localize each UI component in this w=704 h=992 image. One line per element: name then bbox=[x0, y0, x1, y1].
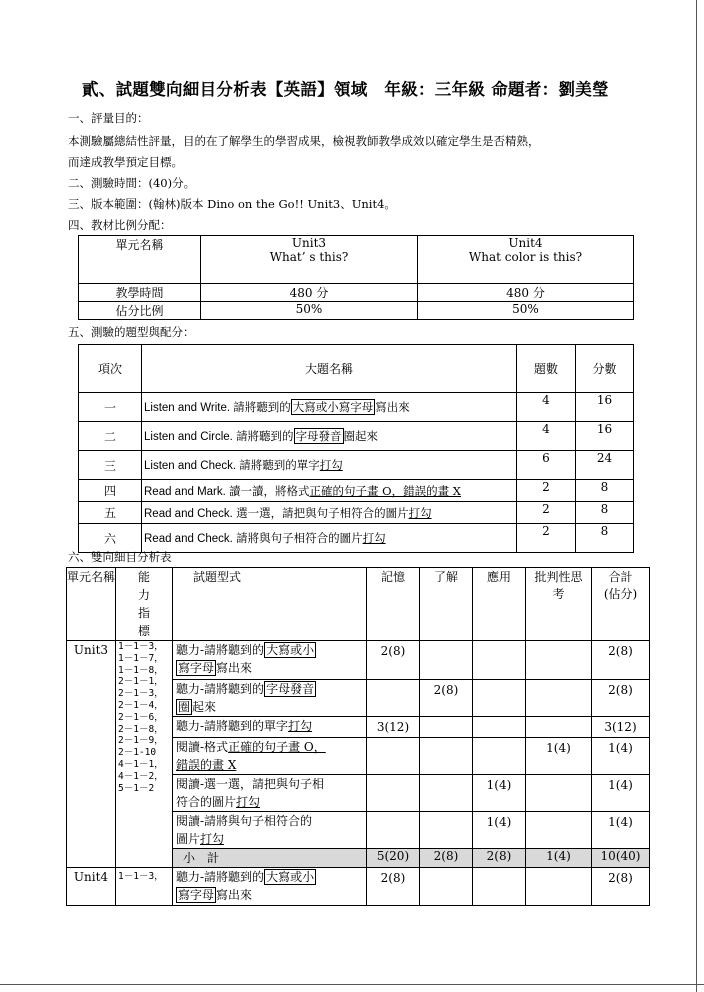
teaching-time-unit4: 480 分 bbox=[418, 284, 634, 302]
memory-value: 2(8) bbox=[367, 868, 420, 906]
question-count-header: 題數 bbox=[517, 345, 576, 393]
section-name-en: Listen and Write. bbox=[144, 402, 231, 414]
critical-value bbox=[526, 812, 592, 849]
understand-value bbox=[420, 641, 473, 680]
analysis-row bbox=[67, 641, 650, 680]
apply-value: 1(4) bbox=[473, 775, 526, 812]
memory-value: 2(8) bbox=[367, 641, 420, 680]
question-type-cell: 聽力-請將聽到的 大寫或小 寫字母 寫出來 bbox=[173, 641, 367, 680]
section-4-heading: 四、教材比例分配： bbox=[68, 218, 172, 232]
section-name bbox=[142, 502, 517, 524]
question-score: 16 bbox=[576, 422, 634, 451]
memory-col-header: 記憶 bbox=[367, 568, 420, 641]
total-value: 1(4) bbox=[592, 738, 650, 775]
memory-value bbox=[367, 680, 420, 717]
section-5-heading: 五、測驗的題型與配分： bbox=[68, 325, 195, 339]
unit4-label: Unit4 bbox=[508, 236, 543, 250]
understand-value bbox=[420, 868, 473, 906]
question-type-row bbox=[79, 480, 634, 502]
section-6-heading: 六、雙向細目分析表 bbox=[68, 550, 172, 564]
question-score: 8 bbox=[576, 480, 634, 502]
section-name-tail: 寫出來 bbox=[375, 400, 410, 414]
section-name-text: 請將與句子相符合的圖片 bbox=[236, 531, 363, 545]
teaching-time-unit3: 480 分 bbox=[201, 284, 418, 302]
score-ratio-unit3: 50% bbox=[201, 302, 418, 320]
ability-indicator: 5－1－2 bbox=[118, 782, 155, 794]
apply-value bbox=[473, 680, 526, 717]
subtotal-critical: 1(4) bbox=[526, 849, 592, 868]
ability-indicator: 4－1－2， bbox=[118, 770, 164, 782]
subtotal-apply: 2(8) bbox=[473, 849, 526, 868]
section-1-text-line-1: 本測驗屬總結性評量，目的在了解學生的學習成果，檢視教師教學成效以確定學生是否精熟， bbox=[68, 134, 540, 148]
question-type-cell: 閱讀-格式正確的句子畫 O， 錯誤的畫 X bbox=[173, 738, 367, 775]
question-count: 4 bbox=[517, 422, 576, 451]
section-name-en: Listen and Check. bbox=[144, 460, 237, 472]
section-name-highlight: 大寫或小寫字母 bbox=[292, 400, 374, 414]
question-type-cell: 聽力-請將聽到的單字打勾 bbox=[173, 717, 367, 738]
unit3-label: Unit3 bbox=[291, 236, 327, 250]
item-no-header: 項次 bbox=[79, 345, 142, 393]
item-no: 二 bbox=[79, 422, 142, 451]
question-type-cell: 閱讀-選一選，請把與句子相 符合的圖片打勾 bbox=[173, 775, 367, 812]
section-name-text: 選一選，請把與句子相符合的圖片 bbox=[236, 505, 409, 520]
question-count: 2 bbox=[517, 502, 576, 524]
total-value: 2(8) bbox=[592, 680, 650, 717]
material-ratio-table bbox=[78, 235, 634, 320]
memory-value bbox=[367, 738, 420, 775]
understand-value bbox=[420, 775, 473, 812]
item-no: 四 bbox=[79, 480, 142, 502]
unit3-header bbox=[201, 236, 418, 284]
understand-value bbox=[420, 812, 473, 849]
section-name bbox=[142, 451, 517, 480]
subtotal-total: 10(40) bbox=[592, 849, 650, 868]
unit4-row bbox=[67, 868, 650, 906]
subtotal-memory: 5(20) bbox=[367, 849, 420, 868]
apply-value bbox=[473, 641, 526, 680]
understand-value bbox=[420, 738, 473, 775]
section-name-en: Read and Mark. bbox=[144, 485, 226, 498]
two-way-analysis-table bbox=[66, 567, 650, 906]
question-type-row bbox=[79, 451, 634, 480]
ability-indicator: 2－1－1， bbox=[118, 676, 164, 688]
question-type-cell: 聽力-請將聽到的 大寫或小 寫字母 寫出來 bbox=[173, 868, 367, 906]
critical-value bbox=[526, 775, 592, 812]
section-3-version-range: 三、版本範圍：(翰林)版本 Dino on the Go!! Unit3、Unit4。 bbox=[68, 197, 396, 211]
question-score: 8 bbox=[576, 502, 634, 524]
question-type-row bbox=[79, 422, 634, 451]
total-value: 1(4) bbox=[592, 812, 650, 849]
unit4-header bbox=[418, 236, 634, 284]
score-ratio-unit4: 50% bbox=[418, 302, 634, 320]
section-name-highlight: 正確的句子畫 O，錯誤的畫 X bbox=[309, 483, 461, 498]
question-count: 2 bbox=[517, 480, 576, 502]
ability-indicator: 1－1－7， bbox=[118, 652, 164, 664]
total-value: 3(12) bbox=[592, 717, 650, 738]
section-name-en: Read and Check. bbox=[144, 507, 233, 520]
section-name-text: 讀一讀，將格式 bbox=[229, 483, 310, 498]
apply-value bbox=[473, 868, 526, 906]
unit4-cell: Unit4 bbox=[67, 868, 116, 906]
unit3-question: What’ s this? bbox=[269, 250, 349, 264]
section-name-en: Read and Check. bbox=[144, 533, 233, 545]
unit3-cell: Unit3 bbox=[67, 641, 116, 868]
question-type-row bbox=[79, 502, 634, 524]
ability-col-header: 能力指標 bbox=[116, 568, 173, 641]
question-score: 16 bbox=[576, 393, 634, 422]
total-value: 2(8) bbox=[592, 868, 650, 906]
apply-value bbox=[473, 717, 526, 738]
unit-name-col-header: 單元名稱 bbox=[67, 568, 116, 641]
score-ratio-label: 佔分比例 bbox=[79, 302, 201, 320]
understand-value: 2(8) bbox=[420, 680, 473, 717]
critical-value bbox=[526, 680, 592, 717]
question-type-col-header: 試題型式 bbox=[173, 568, 367, 641]
question-count: 2 bbox=[517, 524, 576, 553]
teaching-time-label: 教學時間 bbox=[79, 284, 201, 302]
critical-value bbox=[526, 641, 592, 680]
question-count: 6 bbox=[517, 451, 576, 480]
ability-indicator: 2－1－8， bbox=[118, 723, 164, 735]
total-value: 1(4) bbox=[592, 775, 650, 812]
ability-indicator: 2－1－6， bbox=[118, 711, 164, 723]
section-name-highlight: 打勾 bbox=[362, 531, 386, 545]
question-score: 24 bbox=[576, 451, 634, 480]
section-name-tail: 圈起來 bbox=[343, 429, 379, 443]
ability-indicator: 2－1－4， bbox=[118, 699, 164, 711]
ability-indicator: 4－1－1， bbox=[118, 758, 164, 770]
unit4-question: What color is this? bbox=[468, 250, 583, 264]
understand-value bbox=[420, 717, 473, 738]
section-name bbox=[142, 524, 517, 553]
memory-value bbox=[367, 812, 420, 849]
ability-indicator: 1－1－8， bbox=[118, 664, 164, 676]
critical-value bbox=[526, 717, 592, 738]
ability-indicator: 2－1－3， bbox=[118, 688, 164, 700]
section-name-text: 請將聽到的 bbox=[233, 400, 291, 414]
item-no: 一 bbox=[79, 393, 142, 422]
unit-name-header: 單元名稱 bbox=[79, 236, 201, 284]
item-no: 六 bbox=[79, 524, 142, 553]
section-name-text: 請將聽到的 bbox=[236, 429, 294, 443]
question-count: 4 bbox=[517, 393, 576, 422]
ability-indicator: 2－1－9， bbox=[118, 735, 164, 747]
score-header: 分數 bbox=[576, 345, 634, 393]
apply-col-header: 應用 bbox=[473, 568, 526, 641]
section-name-highlight: 字母發音 bbox=[295, 429, 342, 443]
section-name-highlight: 打勾 bbox=[408, 505, 432, 520]
section-2-test-time: 二、測驗時間：(40)分。 bbox=[68, 176, 196, 190]
question-type-cell: 閱讀-請將與句子相符合的 圖片打勾 bbox=[173, 812, 367, 849]
ability-indicator: 1－1－3， bbox=[118, 641, 164, 652]
ability-indicator: 2－1-10 bbox=[118, 747, 157, 759]
section-name bbox=[142, 480, 517, 502]
understand-col-header: 了解 bbox=[420, 568, 473, 641]
item-no: 三 bbox=[79, 451, 142, 480]
section-1-heading: 一、評量目的： bbox=[68, 111, 149, 125]
section-name bbox=[142, 422, 517, 451]
subtotal-label: 小 計 bbox=[173, 849, 367, 868]
memory-value: 3(12) bbox=[367, 717, 420, 738]
page-border-bottom bbox=[0, 984, 704, 985]
section-1-text-line-2: 而達成教學預定目標。 bbox=[68, 155, 183, 169]
page-title: 貳、試題雙向細目分析表【英語】領域 年級：三年級 命題者：劉美瑩 bbox=[82, 80, 609, 99]
section-name-text: 請將聽到的單字 bbox=[239, 458, 320, 472]
question-type-cell: 聽力-請將聽到的 字母發音 圈 起來 bbox=[173, 680, 367, 717]
section-name-highlight: 打勾 bbox=[319, 458, 343, 472]
question-score: 8 bbox=[576, 524, 634, 553]
section-name bbox=[142, 393, 517, 422]
total-value: 2(8) bbox=[592, 641, 650, 680]
question-type-row bbox=[79, 393, 634, 422]
subtotal-understand: 2(8) bbox=[420, 849, 473, 868]
total-col-header: 合計 (佔分) bbox=[592, 568, 650, 641]
apply-value bbox=[473, 738, 526, 775]
critical-value bbox=[526, 868, 592, 906]
unit4-ability-indicator: 1－1－3， bbox=[116, 868, 173, 906]
question-type-table bbox=[78, 344, 634, 553]
section-name-en: Listen and Circle. bbox=[144, 431, 233, 443]
critical-value: 1(4) bbox=[526, 738, 592, 775]
apply-value: 1(4) bbox=[473, 812, 526, 849]
page-border-right bbox=[696, 0, 697, 992]
critical-thinking-col-header: 批判性思考 bbox=[526, 568, 592, 641]
item-no: 五 bbox=[79, 502, 142, 524]
memory-value bbox=[367, 775, 420, 812]
section-name-header: 大題名稱 bbox=[142, 345, 517, 393]
unit3-ability-indicators bbox=[116, 641, 173, 868]
